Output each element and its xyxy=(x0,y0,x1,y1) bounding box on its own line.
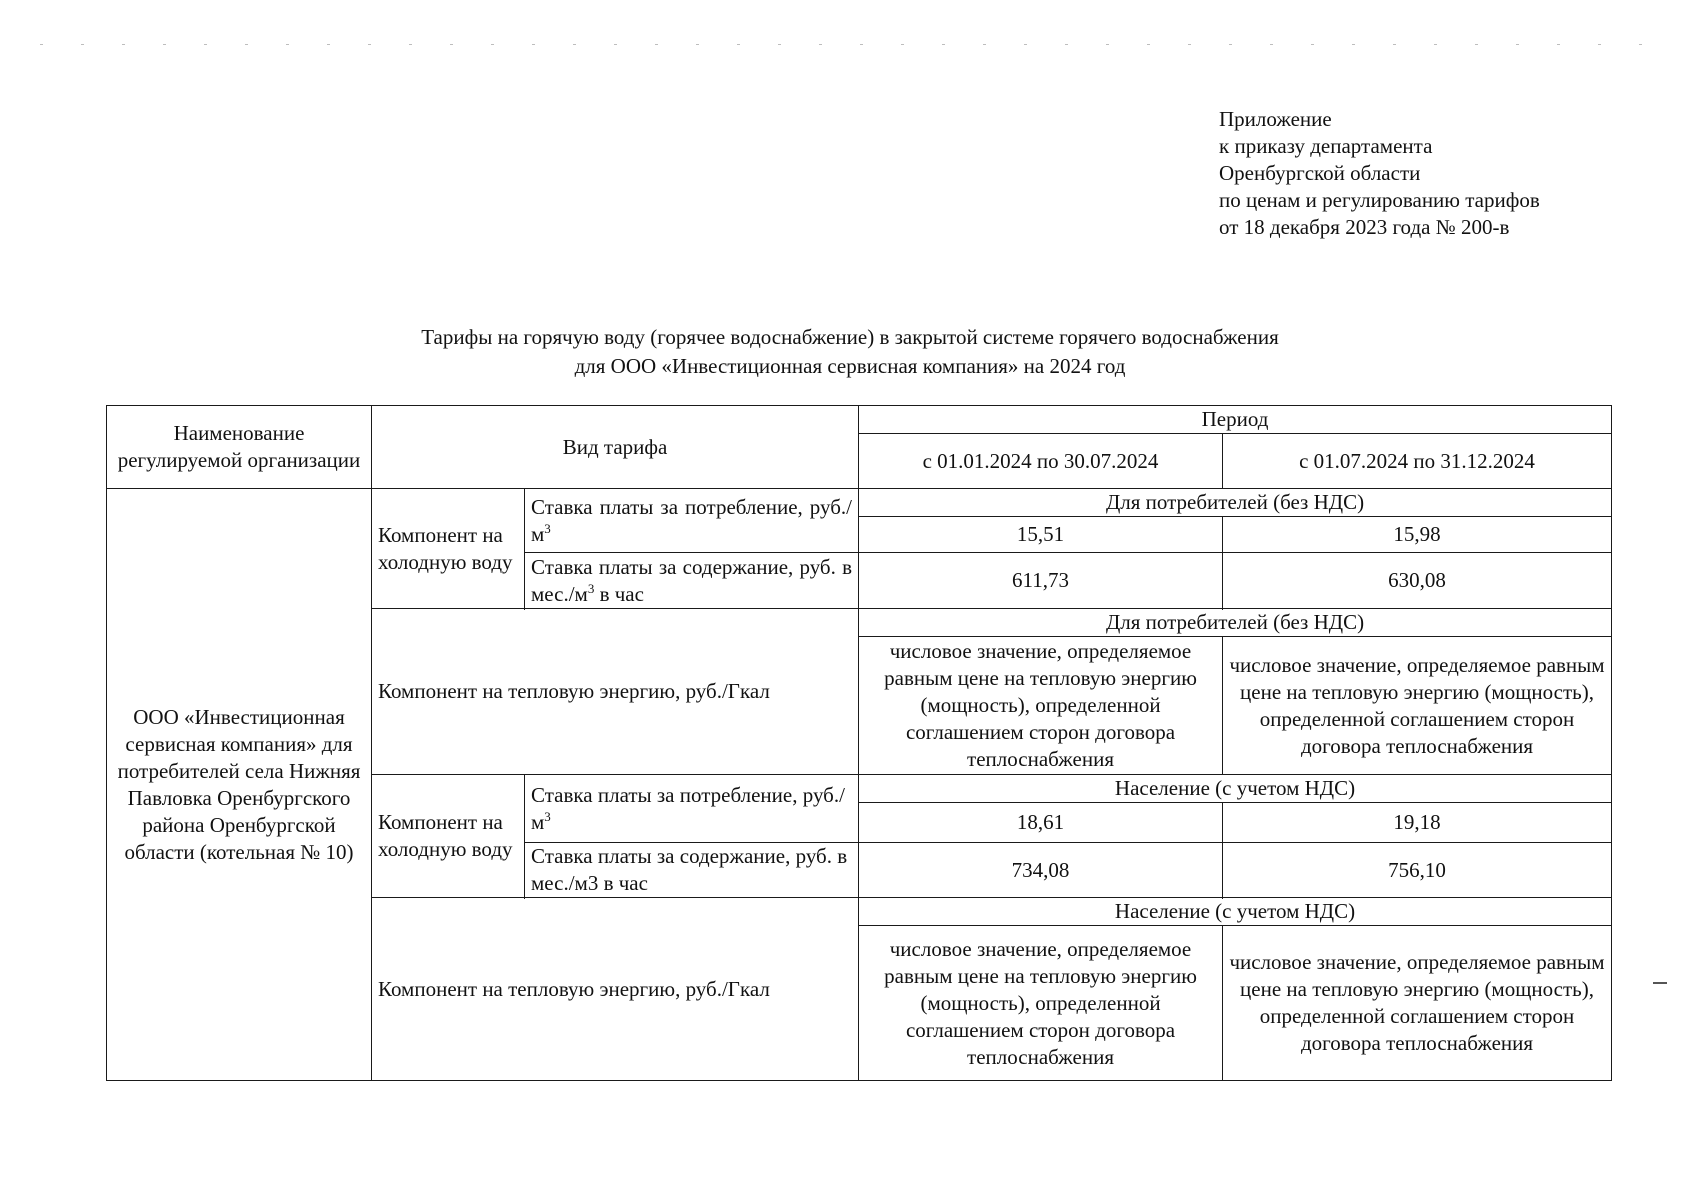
category-consumers-no-vat: Для потребителей (без НДС) xyxy=(859,609,1612,637)
header-row xyxy=(107,406,1612,434)
cold-water-component-label: Компонент на холодную воду xyxy=(372,489,525,609)
document-title xyxy=(100,323,1600,381)
category-consumers-no-vat: Для потребителей (без НДС) xyxy=(859,489,1612,517)
consumption-value-period-2: 19,18 xyxy=(1223,803,1612,843)
heat-value-period-2: числовое значение, определяемое равным цене на тепловую энергию (мощность), определенной соглашением сторон договора теплоснабжения xyxy=(1223,637,1612,775)
scan-mark-right xyxy=(1653,982,1667,984)
scan-noise-top xyxy=(40,44,1650,45)
tariff-table xyxy=(106,405,1612,1081)
appendix-line: Оренбургской области xyxy=(1219,161,1421,185)
header-period-1: с 01.01.2024 по 30.07.2024 xyxy=(859,434,1223,489)
consumption-rate-label: Ставка платы за потребление, $руб./м^3$ xyxy=(525,775,859,843)
organization-cell: ООО «Инвестиционная сервисная компания» для потребителей села Нижняя Павловка Оренбургского района Оренбургской области (котельная № 10) xyxy=(107,489,372,1081)
header-period: Период xyxy=(859,406,1612,434)
appendix-line: к приказу департамента xyxy=(1219,134,1433,158)
consumption-value-period-1: 15,51 xyxy=(859,517,1223,553)
maintenance-rate-label: Ставка платы за содержание, руб. в $мес./м^3$ в час xyxy=(525,553,859,609)
maintenance-value-period-1: 734,08 xyxy=(859,843,1223,898)
header-org-name: Наименование регулируемой организации xyxy=(107,406,372,489)
consumption-value-period-1: 18,61 xyxy=(859,803,1223,843)
cold-water-component-label: Компонент на холодную воду xyxy=(372,775,525,898)
title-line-2: для ООО «Инвестиционная сервисная компания» на 2024 год xyxy=(574,354,1126,378)
appendix-line: от 18 декабря 2023 года № 200-в xyxy=(1219,215,1510,239)
appendix-line: по ценам и регулированию тарифов xyxy=(1219,188,1540,212)
heat-value-period-1: числовое значение, определяемое равным цене на тепловую энергию (мощность), определенной соглашением сторон договора теплоснабжения xyxy=(859,637,1223,775)
heat-value-period-2: числовое значение, определяемое равным цене на тепловую энергию (мощность), определенной соглашением сторон договора теплоснабжения xyxy=(1223,926,1612,1081)
appendix-block xyxy=(1219,106,1540,241)
heat-component-label: Компонент на тепловую энергию, руб./Гкал xyxy=(372,898,859,1081)
title-line-1: Тарифы на горячую воду (горячее водоснабжение) в закрытой системе горячего водоснабжения xyxy=(421,325,1279,349)
heat-component-label: Компонент на тепловую энергию, руб./Гкал xyxy=(372,609,859,775)
category-population-with-vat: Население (с учетом НДС) xyxy=(859,898,1612,926)
consumption-rate-label: Ставка платы за потребление, $руб./м^3$ xyxy=(525,489,859,553)
heat-value-period-1: числовое значение, определяемое равным цене на тепловую энергию (мощность), определенной соглашением сторон договора теплоснабжения xyxy=(859,926,1223,1081)
maintenance-value-period-1: 611,73 xyxy=(859,553,1223,609)
maintenance-rate-label: Ставка платы за содержание, руб. в мес./м3 в час xyxy=(525,843,859,898)
consumption-value-period-2: 15,98 xyxy=(1223,517,1612,553)
appendix-line: Приложение xyxy=(1219,107,1332,131)
category-population-with-vat: Население (с учетом НДС) xyxy=(859,775,1612,803)
table-row xyxy=(107,489,1612,517)
maintenance-value-period-2: 756,10 xyxy=(1223,843,1612,898)
maintenance-value-period-2: 630,08 xyxy=(1223,553,1612,609)
header-period-2: с 01.07.2024 по 31.12.2024 xyxy=(1223,434,1612,489)
header-tariff-type: Вид тарифа xyxy=(372,406,859,489)
